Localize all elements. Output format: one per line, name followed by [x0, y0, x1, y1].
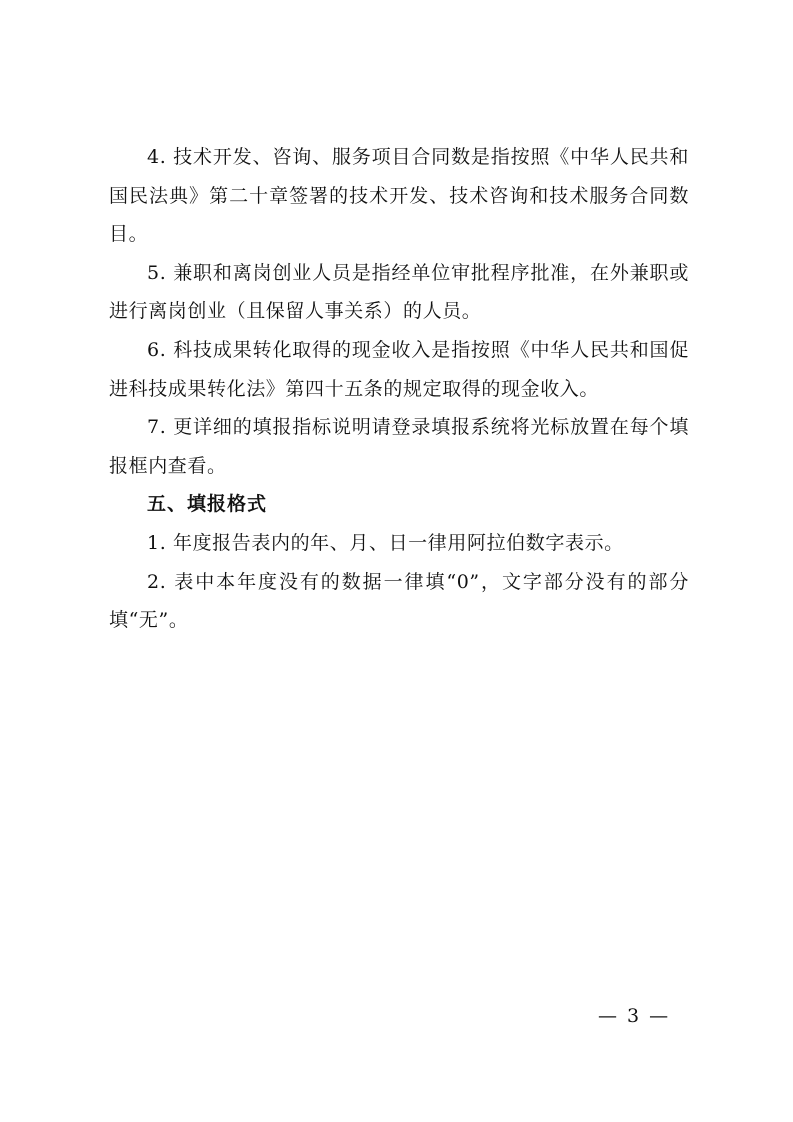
- paragraph-item-7: 7. 更详细的填报指标说明请登录填报系统将光标放置在每个填报框内查看。: [109, 416, 689, 477]
- section-paragraph-2: 2. 表中本年度没有的数据一律填“0”，文字部分没有的部分填“无”。: [109, 570, 689, 632]
- page-number-dash-right: —: [649, 1005, 669, 1027]
- paragraph-item-6: 6. 科技成果转化取得的现金收入是指按照《中华人民共和国促进科技成果转化法》第四十五条的规定取得的现金收入。: [109, 338, 689, 400]
- document-body: [109, 138, 689, 640]
- page-number-dash-left: —: [598, 1005, 617, 1027]
- page-number: 3: [627, 1005, 640, 1027]
- paragraph-item-5: 5. 兼职和离岗创业人员是指经单位审批程序批准，在外兼职或进行离岗创业（且保留人事关系）的人员。: [109, 261, 689, 323]
- paragraph-item-4: 4. 技术开发、咨询、服务项目合同数是指按照《中华人民共和国民法典》第二十章签署的技术开发、技术咨询和技术服务合同数目。: [109, 146, 689, 246]
- section-heading: 五、填报格式: [147, 493, 268, 516]
- section-paragraph-1: 1. 年度报告表内的年、月、日一律用阿拉伯数字表示。: [147, 531, 624, 554]
- page-footer: [598, 1002, 668, 1030]
